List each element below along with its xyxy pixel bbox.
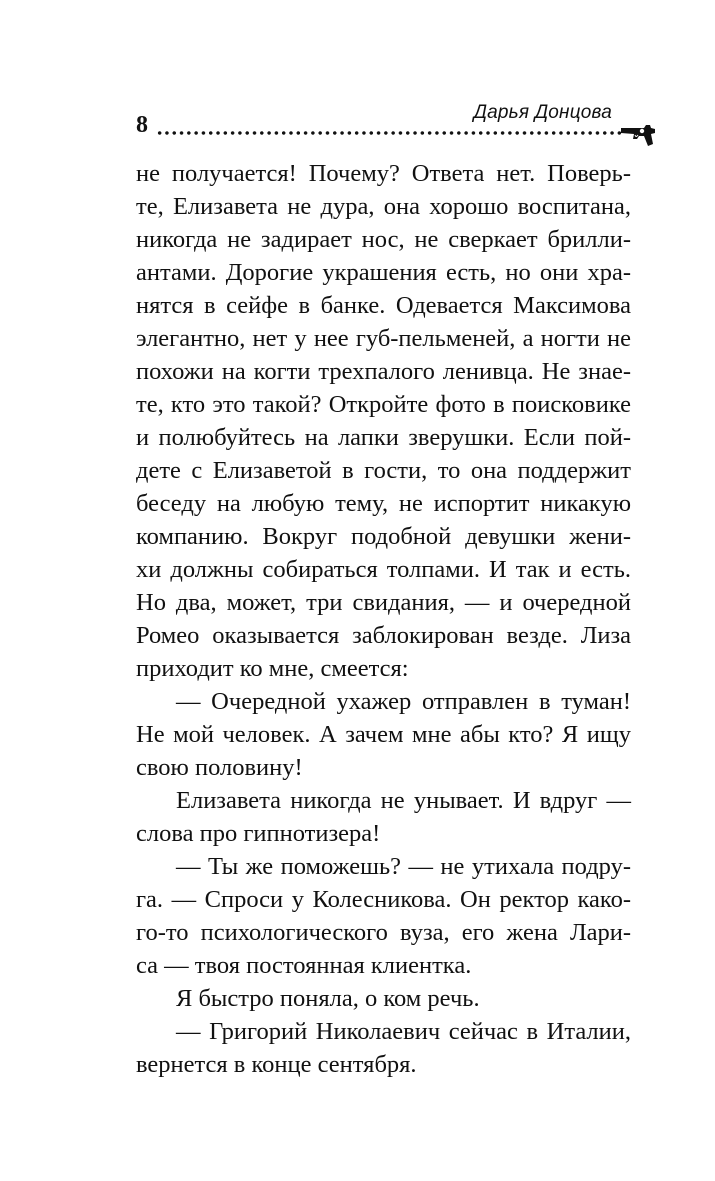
paragraph-3 [136, 784, 631, 850]
text-line: не получается! Почему? Ответа нет. Поверь- [136, 160, 631, 187]
text-line: го-то психологического вуза, его жена Лари- [136, 919, 631, 946]
text-line: Я быстро поняла, о ком речь. [176, 985, 480, 1012]
text-line: Ромео оказывается заблокирован везде. Лиза [136, 622, 631, 649]
text-line: са — твоя постоянная клиентка. [136, 952, 472, 979]
text-line: те, Елизавета не дура, она хорошо воспитана, [136, 193, 631, 220]
text-line: и полюбуйтесь на лапки зверушки. Если пой- [136, 424, 631, 451]
text-line: — Григорий Николаевич сейчас в Италии, [176, 1018, 631, 1045]
text-line: вернется в конце сентября. [136, 1051, 417, 1078]
text-line: нятся в сейфе в банке. Одевается Максимова [136, 292, 631, 319]
page-number: 8 [136, 112, 148, 138]
paragraph-5 [136, 982, 631, 1015]
text-line: похожи на когти трехпалого ленивца. Не знае- [136, 358, 631, 385]
text-line: — Очередной ухажер отправлен в туман! [176, 688, 631, 715]
text-line: хи должны собираться толпами. И так и есть. [136, 556, 631, 583]
dotted-leader [156, 130, 622, 136]
text-line: беседу на любую тему, не испортит никакую [136, 490, 631, 517]
text-line: компанию. Вокруг подобной девушки жени- [136, 523, 631, 550]
text-line: элегантно, нет у нее губ-пельменей, а ногти не [136, 325, 631, 352]
author-name: Дарья Донцова [473, 102, 612, 123]
text-line: га. — Спроси у Колесникова. Он ректор како- [136, 886, 631, 913]
revolver-icon [620, 122, 658, 148]
text-line: слова про гипнотизера! [136, 820, 381, 847]
running-header [136, 96, 656, 156]
paragraph-6 [136, 1015, 631, 1081]
text-line: приходит ко мне, смеется: [136, 655, 409, 682]
paragraph-1 [136, 157, 631, 685]
text-line: никогда не задирает нос, не сверкает брилли- [136, 226, 631, 253]
paragraph-2 [136, 685, 631, 784]
text-line: — Ты же поможешь? — не утихала подру- [176, 853, 631, 880]
text-line: те, кто это такой? Откройте фото в поисковике [136, 391, 631, 418]
text-line: дете с Елизаветой в гости, то она поддержит [136, 457, 631, 484]
text-line: Не мой человек. А зачем мне абы кто? Я ищу [136, 721, 631, 748]
text-line: антами. Дорогие украшения есть, но они хра- [136, 259, 631, 286]
text-line: Елизавета никогда не унывает. И вдруг — [176, 787, 631, 814]
page-body [136, 157, 631, 1081]
paragraph-4 [136, 850, 631, 982]
text-line: Но два, может, три свидания, — и очередной [136, 589, 631, 616]
text-line: свою половину! [136, 754, 303, 781]
